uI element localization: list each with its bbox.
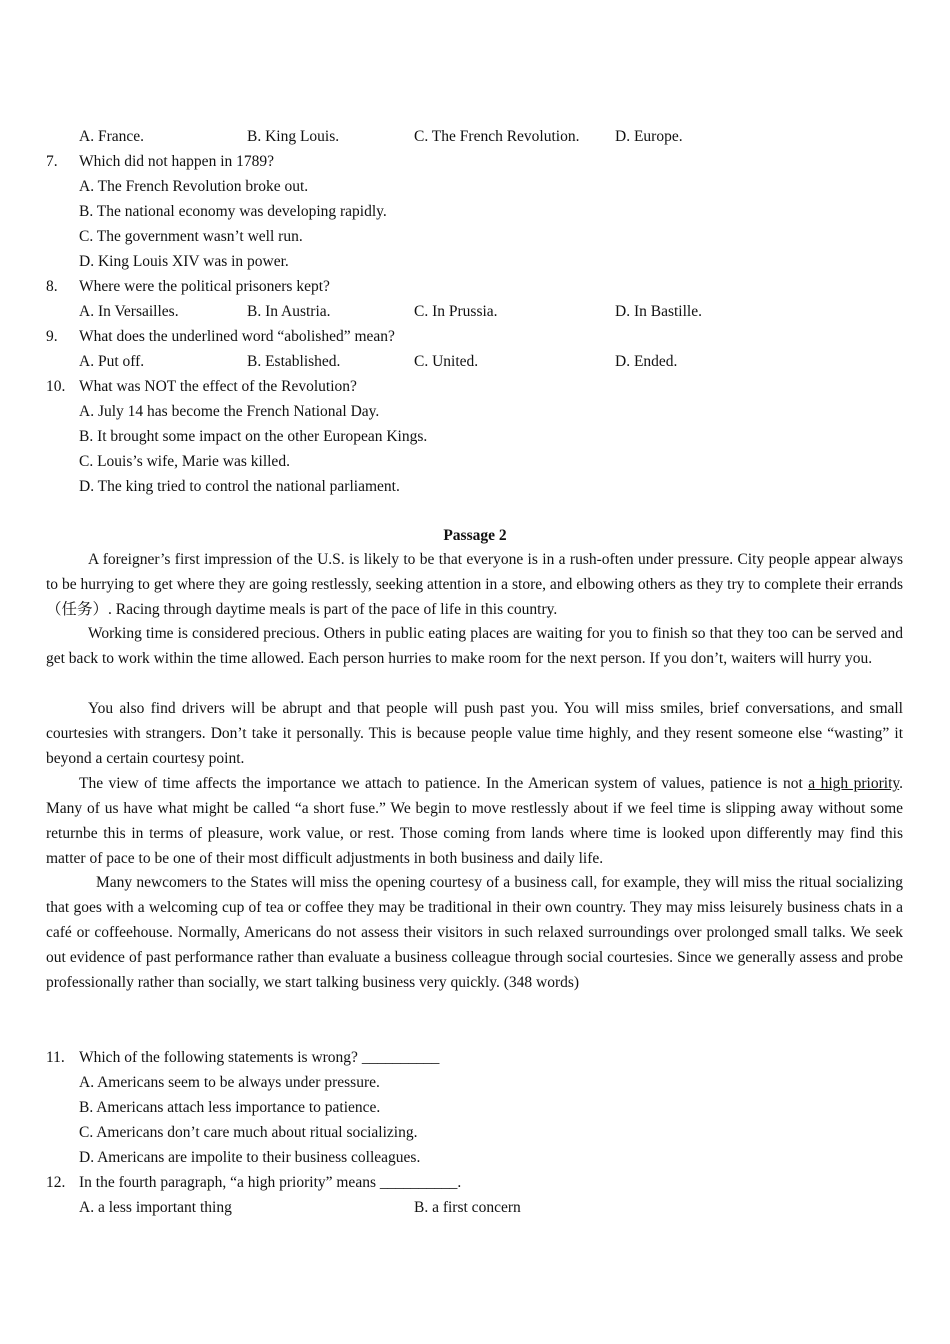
q8-option-d: D. In Bastille. — [615, 303, 702, 320]
q12-number: 12. — [46, 1174, 66, 1191]
q7-option-d: D. King Louis XIV was in power. — [79, 253, 289, 270]
q11-option-b: B. Americans attach less importance to patience. — [79, 1099, 381, 1116]
q10-option-c: C. Louis’s wife, Marie was killed. — [79, 453, 290, 470]
q7-option-a: A. The French Revolution broke out. — [79, 178, 309, 195]
paragraph-4-text-after: . Many of us have what might be called “a short fuse.” We begin to move restlessly about if we feel time is slipping away without some returnbe this in terms of pleasure, work value, or rest. Those coming from lands where time is looked upon differently may find this matter of pace to be one of their most difficult adjustments in both business and daily life. — [46, 775, 903, 867]
q10-number: 10. — [46, 378, 66, 395]
passage-paragraph-2: Working time is considered precious. Others in public eating places are waiting for you to finish so that they too can be served and get back to work within the time allowed. Each person hurries to make room for the next person. If you don’t, waiters will hurry you. — [46, 625, 903, 667]
q7-number: 7. — [46, 153, 58, 170]
q12-question: In the fourth paragraph, “a high priority” means __________. — [79, 1174, 462, 1191]
q12-option-b: B. a first concern — [414, 1199, 521, 1216]
q10-option-d: D. The king tried to control the national parliament. — [79, 478, 400, 495]
q8-option-b: B. In Austria. — [247, 303, 331, 320]
q9-option-b: B. Established. — [247, 353, 341, 370]
q6-option-a: A. France. — [79, 128, 144, 145]
q8-option-c: C. In Prussia. — [414, 303, 498, 320]
q7-question: Which did not happen in 1789? — [79, 153, 274, 170]
q11-number: 11. — [46, 1049, 65, 1066]
q9-option-d: D. Ended. — [615, 353, 678, 370]
paragraph-4-text-before: The view of time affects the importance we attach to patience. In the American system of values, patience is not — [79, 775, 809, 792]
q7-option-b: B. The national economy was developing rapidly. — [79, 203, 387, 220]
passage-paragraph-5: Many newcomers to the States will miss the opening courtesy of a business call, for example, they will miss the ritual socializing that goes with a welcoming cup of tea or coffee they may be traditional in their own country. They may miss leisurely business chats in a café or coffeehouse. Normally, Americans do not assess their visitors in such relaxed surroundings over prolonged small talks. We seek out evidence of past performance rather than evaluate a business colleague through social courtesies. Since we generally assess and probe professionally rather than socially, we start talking business very quickly. (348 words) — [46, 874, 903, 991]
passage-paragraph-4 — [46, 772, 903, 872]
underlined-phrase: a high priority — [808, 775, 900, 792]
passage-paragraph-1: A foreigner’s first impression of the U.S. is likely to be that everyone is in a rush-often under pressure. City people appear always to be hurrying to get where they are going restlessly, seeking attention in a store, and elbowing others as they try to complete their errands （任务）. Racing through daytime meals is part of the pace of life in this country. — [46, 551, 903, 618]
q8-question: Where were the political prisoners kept? — [79, 278, 330, 295]
passage-paragraph-3: You also find drivers will be abrupt and that people will push past you. You will miss smiles, brief conversations, and small courtesies with strangers. Don’t take it personally. This is because people value time highly, and they resent someone else “wasting” it beyond a certain courtesy point. — [46, 700, 903, 767]
q9-option-a: A. Put off. — [79, 353, 145, 370]
q6-option-b: B. King Louis. — [247, 128, 340, 145]
q11-option-c: C. Americans don’t care much about ritual socializing. — [79, 1124, 418, 1141]
q9-question: What does the underlined word “abolished” mean? — [79, 328, 395, 345]
q6-option-d: D. Europe. — [615, 128, 683, 145]
q10-option-b: B. It brought some impact on the other European Kings. — [79, 428, 428, 445]
q8-number: 8. — [46, 278, 58, 295]
q11-question: Which of the following statements is wrong? __________ — [79, 1049, 440, 1066]
q9-option-c: C. United. — [414, 353, 479, 370]
q8-option-a: A. In Versailles. — [79, 303, 179, 320]
q10-option-a: A. July 14 has become the French National Day. — [79, 403, 380, 420]
q12-option-a: A. a less important thing — [79, 1199, 232, 1216]
q6-option-c: C. The French Revolution. — [414, 128, 580, 145]
q10-question: What was NOT the effect of the Revolution? — [79, 378, 357, 395]
q7-option-c: C. The government wasn’t well run. — [79, 228, 303, 245]
q11-option-a: A. Americans seem to be always under pressure. — [79, 1074, 380, 1091]
q9-number: 9. — [46, 328, 58, 345]
q11-option-d: D. Americans are impolite to their business colleagues. — [79, 1149, 421, 1166]
passage-title: Passage 2 — [443, 527, 507, 544]
